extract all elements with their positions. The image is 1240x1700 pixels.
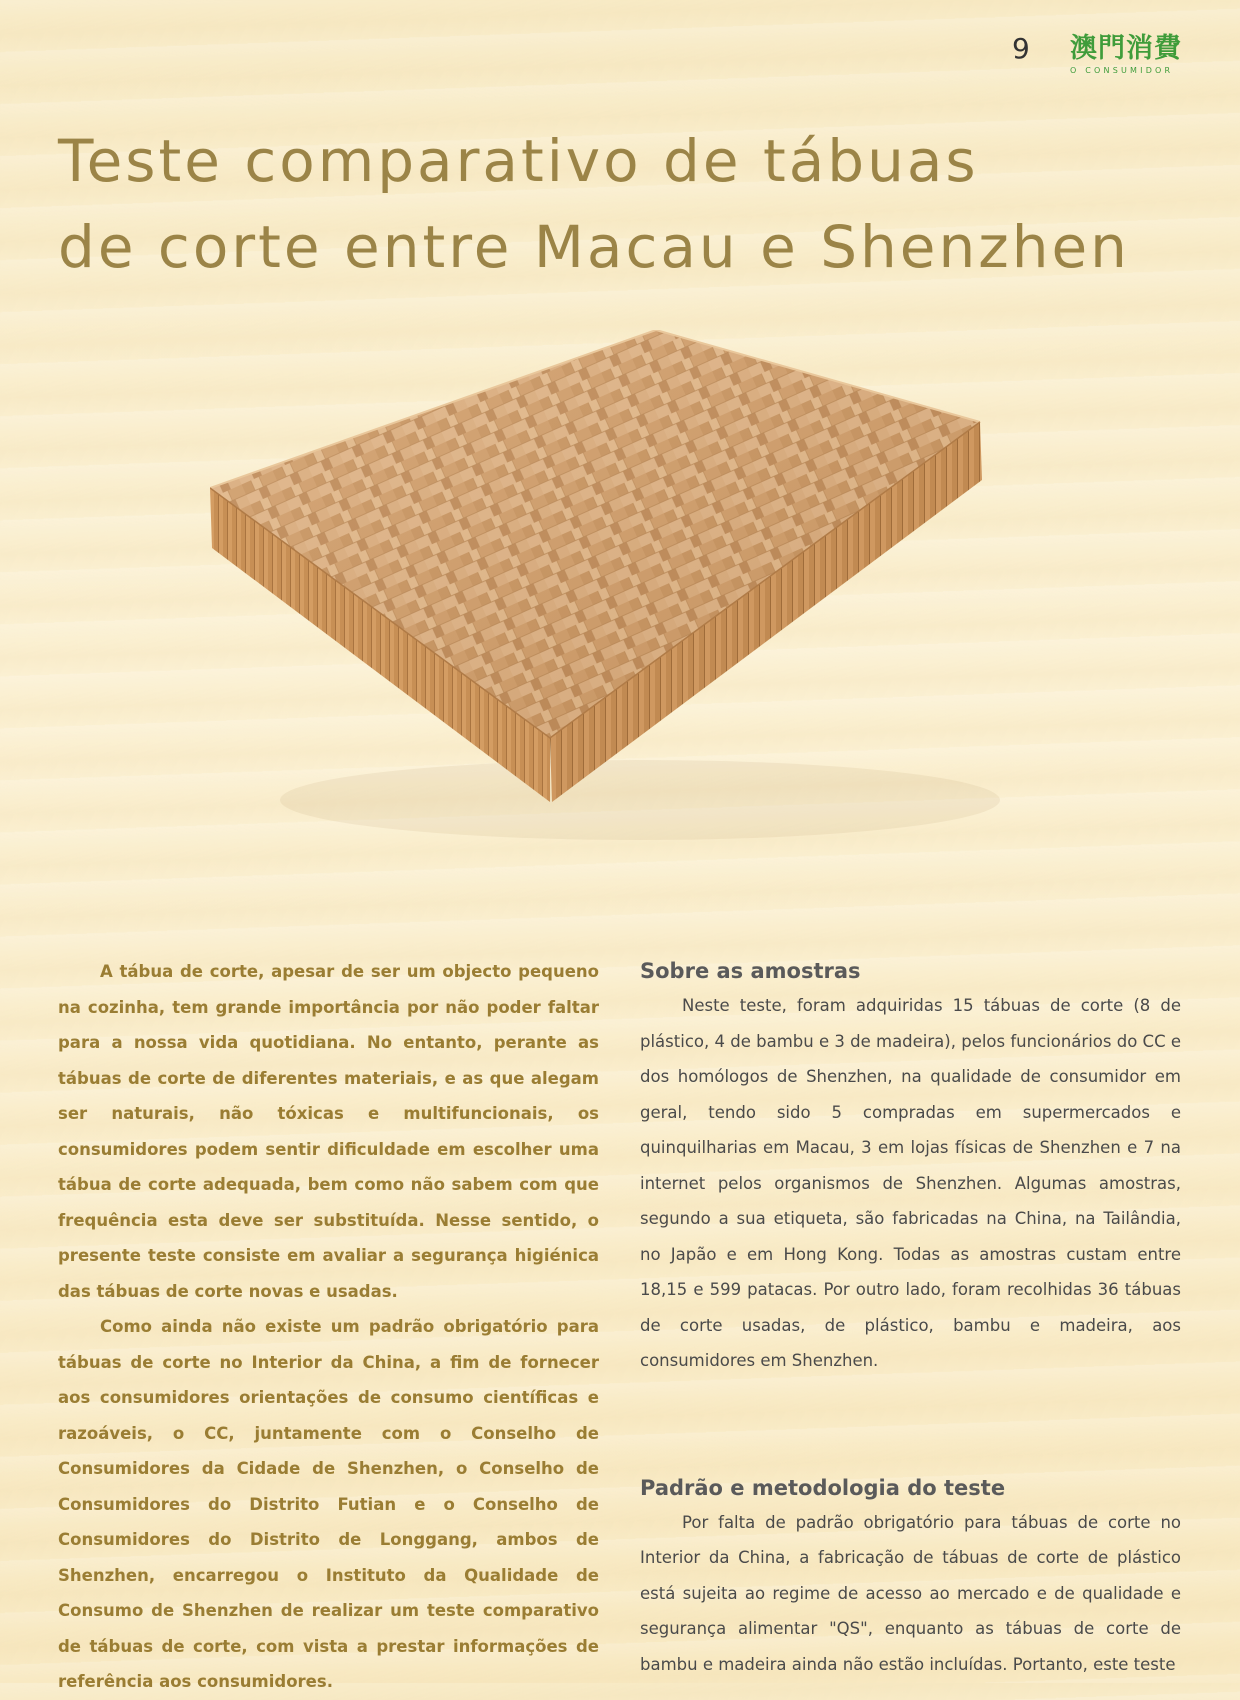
background-paragraph: Como ainda não existe um padrão obrigatório para tábuas de corte no Interior da China, a fim de fornecer aos consumidores orientações de consumo científicas e razoáveis, o CC, juntamente com o Conselho de Consumidores da Cidade de Shenzhen, o Conselho de Consumidores do Distrito Futian e o Conselho de Consumidores do Distrito de Longgang, ambos de Shenzhen, encarregou o Instituto da Qualidade de Consumo de Shenzhen de realizar um teste comparativo de tábuas de corte, com vista a prestar informações de referência aos consumidores. — [58, 1317, 599, 1691]
publication-logo — [1070, 34, 1186, 75]
logo-text: 澳門消費 — [1070, 33, 1182, 64]
section-heading-samples: Sobre as amostras — [640, 959, 861, 983]
left-column — [58, 954, 599, 1700]
section-heading-methodology: Padrão e metodologia do teste — [640, 1475, 1006, 1500]
page-number: 9 — [1012, 32, 1030, 65]
right-column — [640, 954, 1181, 1682]
logo-subtitle: O CONSUMIDOR — [1070, 66, 1174, 75]
article-title — [58, 118, 1198, 290]
section-spacer — [640, 1379, 1181, 1471]
title-line-1: Teste comparativo de tábuas — [58, 127, 979, 195]
cutting-board-image — [210, 330, 1070, 870]
intro-paragraph: A tábua de corte, apesar de ser um objecto pequeno na cozinha, tem grande importância por não poder faltar para a nossa vida quotidiana. No entanto, perante as tábuas de corte de diferentes materiais, e as que alegam ser naturais, não tóxicas e multifuncionais, os consumidores podem sentir dificuldade em escolher uma tábua de corte adequada, bem como não sabem com que frequência esta deve ser substituída. Nesse sentido, o presente teste consiste em avaliar a segurança higiénica das tábuas de corte novas e usadas. — [58, 962, 599, 1301]
title-line-2: de corte entre Macau e Shenzhen — [58, 213, 1130, 281]
samples-paragraph: Neste teste, foram adquiridas 15 tábuas de corte (8 de plástico, 4 de bambu e 3 de madeira), pelos funcionários do CC e dos homólogos de Shenzhen, na qualidade de consumidor em geral, tendo sido 5 compradas em supermercados e quinquilharias em Macau, 3 em lojas físicas de Shenzhen e 7 na internet pelos organismos de Shenzhen. Algumas amostras, segundo a sua etiqueta, são fabricadas na China, na Tailândia, no Japão e em Hong Kong. Todas as amostras custam entre 18,15 e 599 patacas. Por outro lado, foram recolhidas 36 tábuas de corte usadas, de plástico, bambu e madeira, aos consumidores em Shenzhen. — [640, 996, 1181, 1370]
methodology-paragraph: Por falta de padrão obrigatório para tábuas de corte no Interior da China, a fabricação de tábuas de corte de plástico está sujeita ao regime de acesso ao mercado e de qualidade e segurança alimentar "QS", enquanto as tábuas de corte de bambu e madeira ainda não estão incluídas. Portanto, este teste — [640, 1512, 1181, 1674]
